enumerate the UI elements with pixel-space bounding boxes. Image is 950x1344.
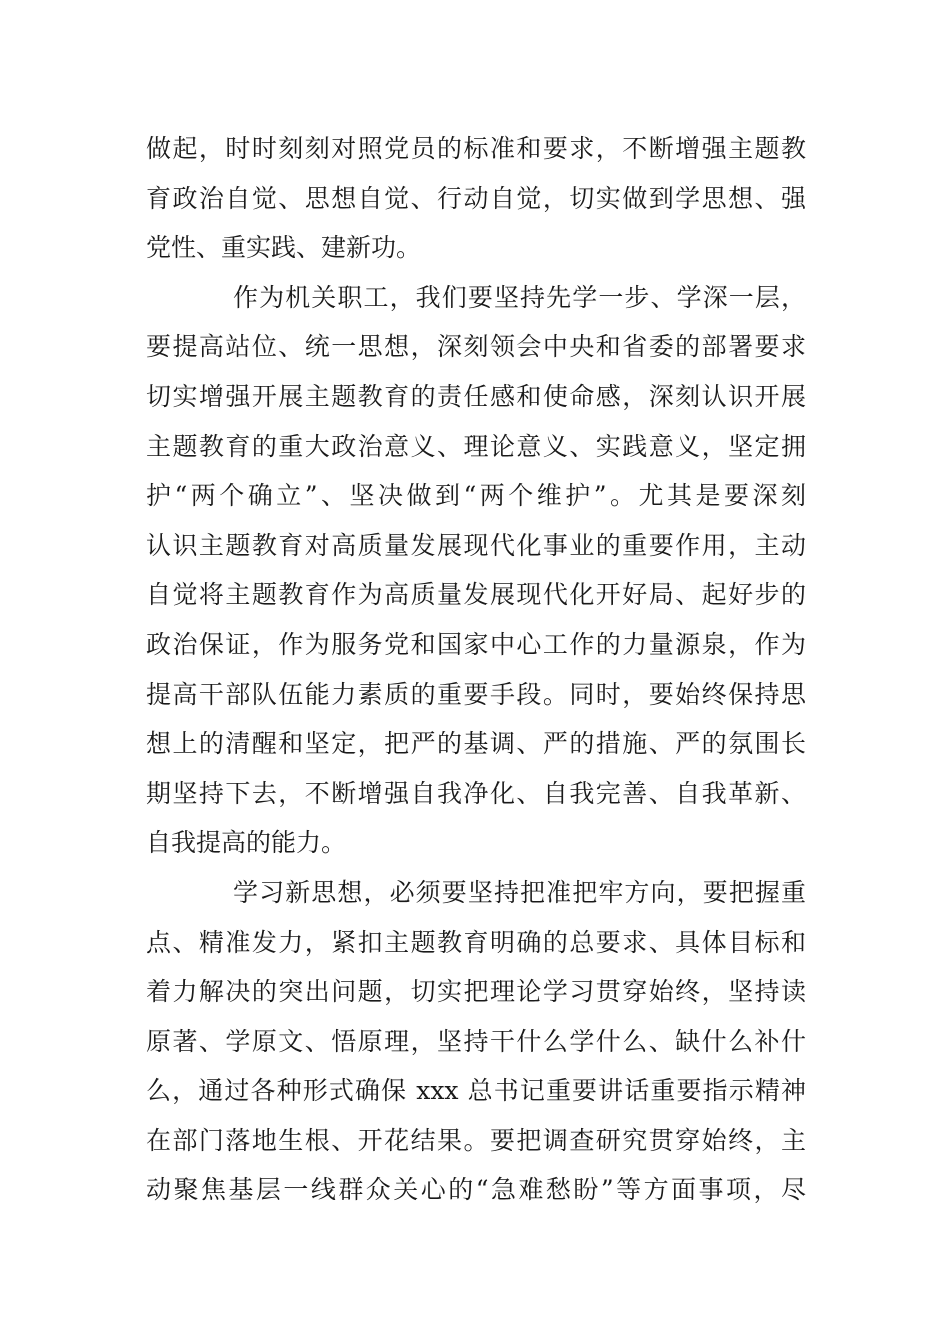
paragraph-2	[146, 273, 806, 868]
paragraph-1	[146, 124, 806, 273]
text-line: 么，通过各种形式确保 xxx 总书记重要讲话重要指示精神	[146, 1076, 806, 1106]
text-line: 切实增强开展主题教育的责任感和使命感，深刻认识开展	[146, 381, 806, 411]
text-line: 要提高站位、统一思想，深刻领会中央和省委的部署要求	[146, 332, 806, 362]
paragraph-3	[146, 868, 806, 1215]
text-line: 学习新思想，必须要坚持把准把牢方向，要把握重	[233, 877, 806, 907]
text-line: 原著、学原文、悟原理，坚持干什么学什么、缺什么补什	[146, 1026, 806, 1056]
text-line: 党性、重实践、建新功。	[146, 233, 422, 263]
text-line: 育政治自觉、思想自觉、行动自觉，切实做到学思想、强	[146, 183, 806, 213]
text-line: 点、精准发力，紧扣主题教育明确的总要求、具体目标和	[146, 927, 806, 957]
document-body	[146, 124, 806, 1215]
text-line: 自我提高的能力。	[146, 828, 347, 858]
text-line: 着力解决的突出问题，切实把理论学习贯穿始终，坚持读	[146, 977, 806, 1007]
text-line: 认识主题教育对高质量发展现代化事业的重要作用，主动	[146, 530, 806, 560]
text-line: 政治保证，作为服务党和国家中心工作的力量源泉，作为	[146, 629, 806, 659]
text-line: 作为机关职工，我们要坚持先学一步、学深一层，	[233, 282, 806, 312]
text-line: 护“两个确立”、坚决做到“两个维护”。尤其是要深刻	[146, 481, 806, 511]
text-line: 在部门落地生根、开花结果。要把调查研究贯穿始终，主	[146, 1125, 806, 1155]
text-line: 主题教育的重大政治意义、理论意义、实践意义，坚定拥	[146, 431, 806, 461]
text-line: 做起，时时刻刻对照党员的标准和要求，不断增强主题教	[146, 134, 806, 163]
text-line: 动聚焦基层一线群众关心的“急难愁盼”等方面事项，尽	[146, 1175, 806, 1205]
text-line: 想上的清醒和坚定，把严的基调、严的措施、严的氛围长	[146, 729, 806, 759]
text-line: 期坚持下去，不断增强自我净化、自我完善、自我革新、	[146, 778, 806, 808]
text-line: 自觉将主题教育作为高质量发展现代化开好局、起好步的	[146, 580, 806, 610]
text-line: 提高干部队伍能力素质的重要手段。同时，要始终保持思	[146, 679, 806, 709]
